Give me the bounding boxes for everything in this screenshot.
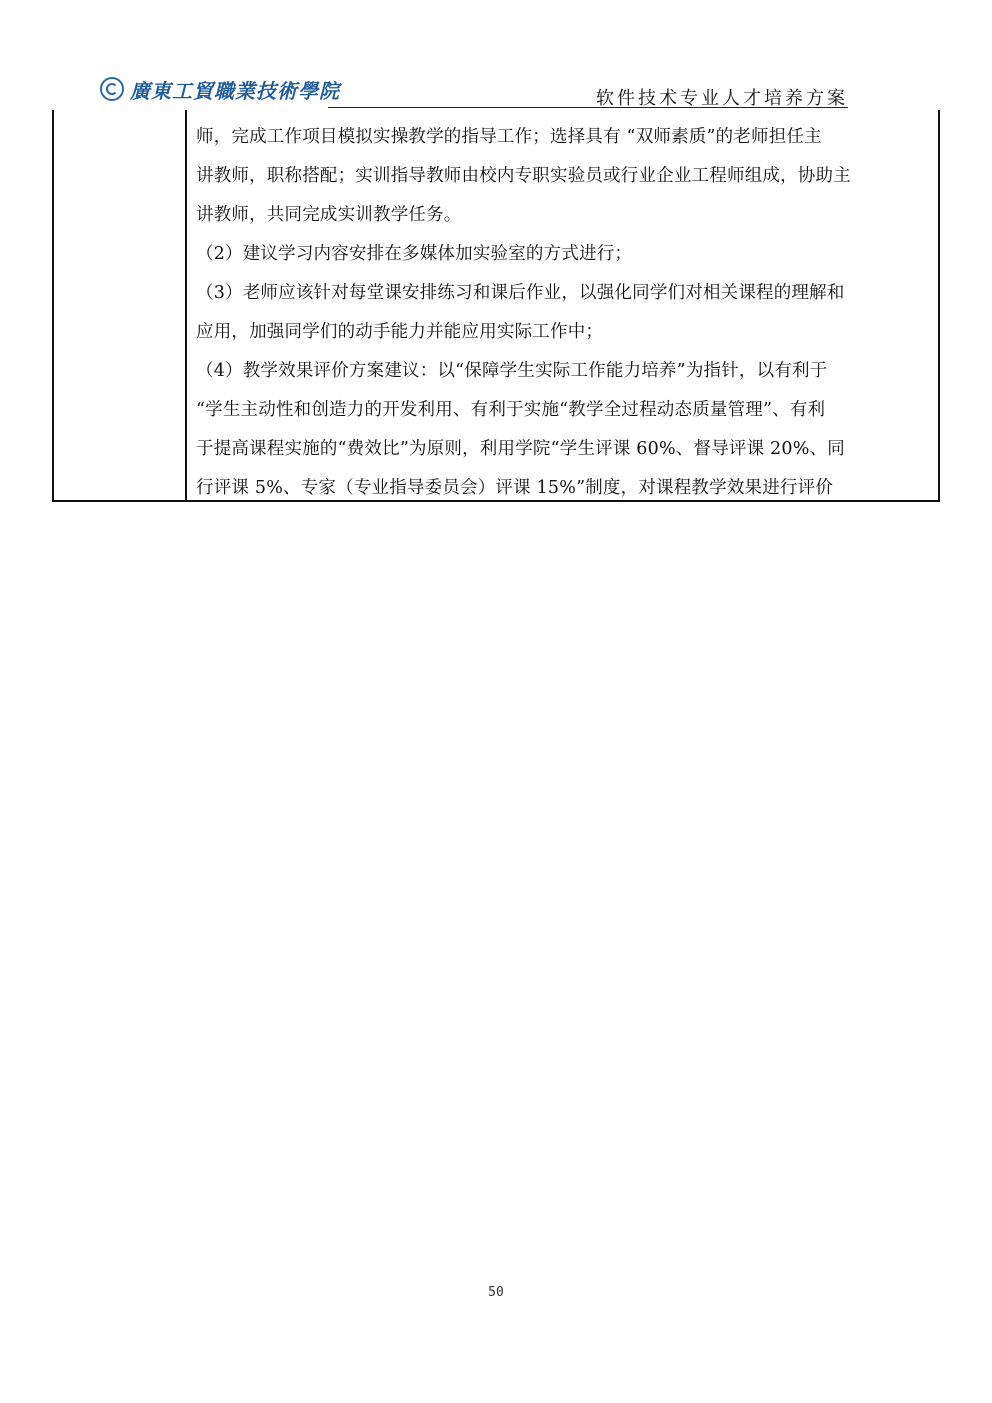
text-line: 讲教师，共同完成实训教学任务。 — [196, 205, 462, 225]
page-header — [100, 72, 848, 108]
table-left-cell — [54, 110, 187, 500]
college-name: 廣東工貿職業技術學院 — [130, 78, 340, 103]
text-line: 师，完成工作项目模拟实操教学的指导工作；选择具有 “双师素质”的老师担任主 — [196, 127, 822, 147]
text-line: 于提高课程实施的“费效比”为原则，利用学院“学生评课 60%、督导评课 20%、同 — [196, 439, 845, 459]
text-line: 行评课 5%、专家（专业指导委员会）评课 15%”制度，对课程教学效果进行评价 — [196, 478, 834, 498]
page-number: 50 — [488, 1285, 504, 1300]
text-line: （3）老师应该针对每堂课安排练习和课后作业，以强化同学们对相关课程的理解和 — [196, 283, 845, 303]
college-logo — [100, 74, 340, 104]
text-line: “学生主动性和创造力的开发利用、有利于实施“教学全过程动态质量管理”、有利 — [196, 400, 826, 420]
header-rule — [328, 107, 848, 108]
text-line: 应用，加强同学们的动手能力并能应用实际工作中； — [196, 322, 604, 342]
text-line: 讲教师，职称搭配；实训指导教师由校内专职实验员或行业企业工程师组成，协助主 — [196, 166, 851, 186]
text-line: （2）建议学习内容安排在多媒体加实验室的方式进行； — [196, 244, 633, 264]
content-table — [52, 110, 940, 502]
college-emblem-icon — [100, 77, 124, 101]
table-right-cell — [187, 110, 938, 500]
text-line: （4）教学效果评价方案建议：以“保障学生实际工作能力培养”为指针，以有利于 — [196, 361, 828, 381]
document-title: 软件技术专业人才培养方案 — [596, 88, 848, 109]
